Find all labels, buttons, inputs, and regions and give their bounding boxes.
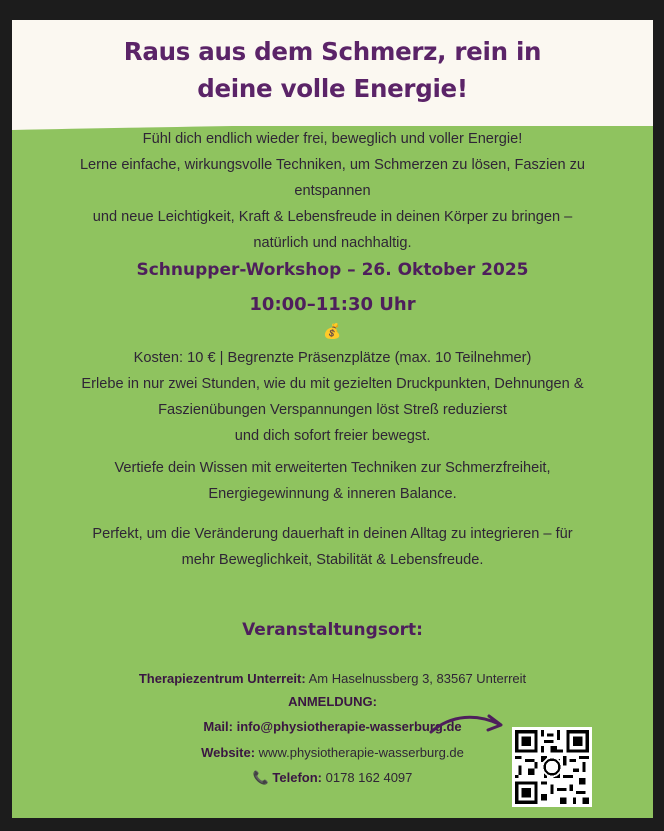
perfect-text	[12, 521, 653, 573]
registration-label: ANMELDUNG:	[288, 694, 377, 709]
venue-address	[12, 671, 653, 686]
phone-number[interactable]: 0178 162 4097	[325, 770, 413, 785]
title-line-2: deine volle Energie!	[197, 74, 468, 103]
perfect-line: Perfekt, um die Veränderung dauerhaft in deinen Alltag zu integrieren – für	[92, 526, 573, 542]
details-line: Faszienübungen Verspannungen löst Streß reduzierst	[158, 402, 507, 418]
details-line: Erlebe in nur zwei Stunden, wie du mit gezielten Druckpunkten, Dehnungen &	[81, 376, 584, 392]
phone-icon: 📞	[252, 770, 269, 785]
workshop-title: Schnupper-Workshop – 26. Oktober 2025	[136, 260, 529, 280]
venue-place-address: Am Haselnussberg 3, 83567 Unterreit	[308, 671, 527, 686]
website-label: Website:	[201, 745, 256, 760]
perfect-line: mehr Beweglichkeit, Stabilität & Lebensfreude.	[181, 552, 484, 568]
venue-place-label: Therapiezentrum Unterreit:	[138, 671, 306, 686]
flyer	[12, 20, 653, 818]
header-banner	[12, 20, 653, 126]
intro-line: Lerne einfache, wirkungsvolle Techniken, um Schmerzen zu lösen, Faszien zu	[79, 157, 586, 173]
intro-text	[12, 126, 653, 256]
intro-line: entspannen	[294, 183, 371, 199]
deepen-line: Vertiefe dein Wissen mit erweiterten Techniken zur Schmerzfreiheit,	[114, 460, 551, 476]
arrow-icon	[427, 710, 507, 740]
money-bag-icon: 💰	[323, 324, 342, 340]
deepen-text	[12, 455, 653, 507]
website-link[interactable]: www.physiotherapie-wasserburg.de	[258, 745, 464, 760]
workshop-time: 10:00–11:30 Uhr	[249, 294, 416, 315]
flyer-title	[12, 33, 653, 107]
mail-link[interactable]: Mail: info@physiotherapie-wasserburg.de	[203, 719, 462, 734]
details-text	[12, 319, 653, 449]
intro-line: Fühl dich endlich wieder frei, beweglich und voller Energie!	[142, 131, 523, 147]
intro-line: natürlich und nachhaltig.	[253, 235, 412, 251]
details-line: und dich sofort freier bewegst.	[234, 428, 431, 444]
qr-code-icon[interactable]	[512, 727, 592, 807]
phone-label: Telefon:	[272, 770, 322, 785]
registration-heading	[12, 694, 653, 709]
cost-line	[12, 319, 653, 371]
venue-title: Veranstaltungsort:	[242, 620, 423, 640]
deepen-line: Energiegewinnung & inneren Balance.	[208, 486, 457, 502]
title-line-1: Raus aus dem Schmerz, rein in	[123, 37, 542, 66]
cost-text: Kosten: 10 € | Begrenzte Präsenzplätze (max. 10 Teilnehmer)	[133, 350, 532, 366]
intro-line: und neue Leichtigkeit, Kraft & Lebensfreude in deinen Körper zu bringen –	[92, 209, 573, 225]
